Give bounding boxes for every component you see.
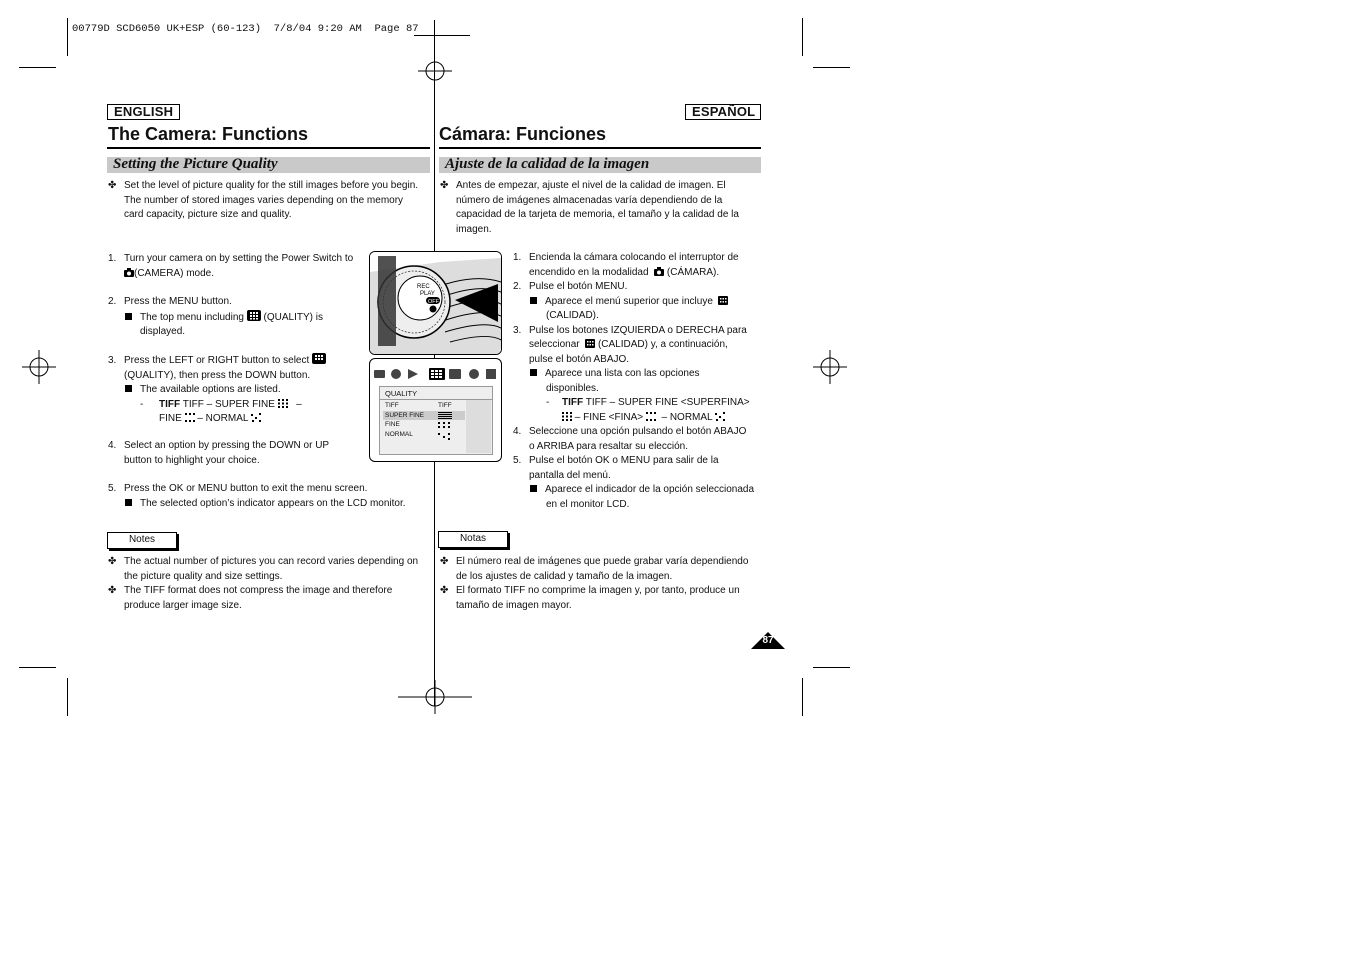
step-text: Seleccione una opción pulsando el botón ABAJO: [529, 426, 747, 437]
step-text: The selected option’s indicator appears on the LCD monitor.: [140, 497, 406, 509]
section-bar-english: [107, 157, 430, 173]
tiff-label: TIFF: [562, 397, 584, 408]
section-heading: Ajuste de la calidad de la imagen: [445, 156, 650, 172]
title-rule: [107, 147, 430, 149]
bullet-square-icon: [530, 369, 537, 376]
note-text: The actual number of pictures you can record varies depending on: [124, 556, 419, 567]
step-text: Press the OK or MENU button to exit the menu screen.: [124, 483, 368, 494]
section-heading: Setting the Picture Quality: [113, 156, 278, 172]
note-text: tamaño de imagen mayor.: [456, 599, 572, 611]
step-number: 2.: [108, 296, 117, 307]
menu-item[interactable]: [385, 431, 413, 438]
intro-line: Set the level of picture quality for the still images before you begin.: [124, 180, 419, 191]
step-text: Encienda la cámara colocando el interruptor de: [529, 252, 739, 263]
note-text: produce larger image size.: [124, 599, 242, 611]
menu-item-label: SUPER FINE: [385, 412, 425, 419]
super-fine-icon: [562, 412, 572, 421]
option-text: –: [296, 398, 302, 410]
bullet-cross-icon: ✤: [440, 585, 449, 596]
camera-dial-illustration: [369, 251, 502, 355]
bullet-cross-icon: ✤: [440, 180, 449, 191]
step-2-english: [108, 295, 323, 340]
intro-line: número de imágenes almacenadas varía dependiendo de la: [456, 194, 723, 206]
intro-line: card capacity, picture size and quality.: [124, 209, 292, 220]
intro-line: Antes de empezar, ajuste el nivel de la calidad de imagen. El: [456, 180, 726, 191]
crop-mark: [813, 67, 850, 68]
step-text: (CÁMARA).: [666, 266, 720, 278]
step-5-english: [108, 482, 406, 511]
title-rule: [439, 147, 761, 149]
step-number: 4.: [513, 426, 522, 437]
crop-mark: [802, 678, 803, 716]
intro-line: The number of stored images varies depending on the memory: [124, 194, 404, 206]
step-text: encendido en la modalidad: [529, 266, 649, 278]
option-text: – NORMAL: [661, 411, 713, 423]
notes-label-english: Notes: [107, 532, 177, 549]
fine-icon: [185, 413, 195, 422]
bullet-square-icon: [125, 499, 132, 506]
step-text: (CALIDAD) y, a continuación,: [597, 339, 728, 350]
step-text: Aparece el indicador de la opción seleccionada: [545, 484, 755, 495]
bullet-cross-icon: ✤: [108, 556, 117, 567]
dial-rec-label: REC: [417, 284, 430, 290]
step-text: displayed.: [140, 326, 186, 337]
super-fine-icon: [278, 399, 288, 408]
tiff-label: TIFF: [159, 398, 181, 410]
step-1-english: [108, 252, 353, 281]
quality-icon: [247, 310, 261, 321]
step-text: button to highlight your choice.: [124, 454, 260, 466]
step-text: (CAMERA) mode.: [134, 267, 215, 279]
step-number: 1.: [513, 252, 522, 263]
step-text: (CALIDAD).: [546, 310, 599, 321]
lcd-menu-illustration: [369, 358, 502, 462]
step-text: Press the MENU button.: [124, 296, 232, 307]
bullet-square-icon: [125, 313, 132, 320]
step-number: 5.: [513, 455, 522, 466]
step-text: Press the LEFT or RIGHT button to select: [124, 355, 310, 366]
step-text: pantalla del menú.: [529, 469, 611, 481]
crop-mark: [813, 667, 850, 668]
step-3-english: [108, 353, 326, 427]
step-text: seleccionar: [529, 339, 580, 350]
menu-item-label: NORMAL: [385, 431, 413, 438]
step-number: 3.: [513, 324, 522, 336]
section-bar-spanish: [439, 157, 761, 173]
step-text: (QUALITY), then press the DOWN button.: [124, 369, 311, 381]
option-text: – NORMAL: [197, 413, 249, 424]
intro-line: imagen.: [456, 223, 492, 235]
bullet-square-icon: [125, 385, 132, 392]
intro-english: [108, 179, 418, 223]
page-number: 87: [762, 635, 774, 646]
crop-mark: [19, 67, 56, 68]
option-text: TIFF – SUPER FINE <SUPERFINA>: [585, 397, 750, 408]
bullet-square-icon: [530, 485, 537, 492]
crop-mark: [67, 678, 68, 716]
intro-spanish: [440, 179, 739, 237]
note-text: El número real de imágenes que puede grabar varía dependiendo: [456, 556, 749, 567]
step-number: 4.: [108, 440, 117, 451]
dial-play-label: PLAY: [420, 291, 435, 297]
step-text: pulse el botón ABAJO.: [529, 353, 630, 365]
quality-icon: [718, 296, 728, 305]
step-text: Select an option by pressing the DOWN or UP: [124, 440, 330, 451]
registration-mark: [398, 680, 472, 714]
note-text: El formato TIFF no comprime la imagen y, por tanto, produce un: [456, 585, 740, 596]
language-label-english: ENGLISH: [107, 104, 180, 120]
registration-mark: [418, 54, 452, 88]
menu-item-label: TIFF: [385, 402, 399, 409]
intro-line: capacidad de la tarjeta de memoria, el tamaño y la calidad de la: [456, 209, 739, 220]
menu-header: QUALITY: [385, 389, 418, 398]
note-text: The TIFF format does not compress the image and therefore: [124, 585, 393, 596]
step-text: Turn your camera on by setting the Power Switch to: [124, 253, 354, 264]
quality-icon: [585, 339, 595, 348]
step-number: 5.: [108, 483, 117, 494]
page-title-english: The Camera: Functions: [108, 124, 309, 144]
camera-dial-drawing: [370, 252, 501, 354]
menu-icon-row: [374, 367, 498, 381]
option-text: – FINE <FINA>: [574, 411, 644, 423]
step-4-english: [108, 439, 329, 468]
step-text: Aparece el menú superior que incluye: [545, 295, 713, 307]
steps-spanish: [513, 251, 754, 512]
file-header-line: 00779D SCD6050 UK+ESP (60-123) 7/8/04 9:20 AM Page 87: [72, 23, 419, 35]
menu-item[interactable]: [385, 402, 399, 409]
crop-mark: [67, 18, 68, 56]
step-text: (QUALITY) is: [263, 311, 323, 323]
step-number: 1.: [108, 253, 117, 264]
step-text: Aparece una lista con las opciones: [545, 368, 700, 379]
menu-item-label: FINE: [385, 421, 400, 428]
registration-mark: [813, 350, 847, 384]
registration-mark: [22, 350, 56, 384]
fine-icon: [646, 412, 656, 421]
notes-label-spanish: Notas: [438, 531, 508, 548]
notes-spanish: [440, 555, 748, 613]
bullet-cross-icon: ✤: [108, 180, 117, 191]
menu-quality-icons: [438, 411, 454, 441]
step-text: The top menu including: [140, 311, 244, 323]
step-text: o ARRIBA para resaltar su elección.: [529, 440, 688, 452]
bullet-cross-icon: ✤: [108, 585, 117, 596]
step-text: Pulse el botón OK o MENU para salir de la: [529, 455, 719, 466]
step-text: en el monitor LCD.: [546, 498, 630, 510]
menu-item[interactable]: [385, 421, 400, 428]
dial-off-label: OFF: [428, 299, 439, 305]
note-text: de los ajustes de calidad y tamaño de la imagen.: [456, 570, 673, 582]
step-text: Pulse el botón MENU.: [529, 281, 628, 292]
option-dash: -: [140, 398, 144, 410]
option-dash: -: [546, 397, 550, 408]
step-number: 3.: [108, 355, 117, 366]
camera-icon: [124, 268, 134, 277]
option-text: TIFF – SUPER FINE: [182, 398, 275, 410]
option-text: FINE: [159, 413, 182, 424]
camera-icon: [654, 267, 664, 276]
quality-icon: [312, 353, 326, 364]
step-number: 2.: [513, 281, 522, 292]
menu-panel: [379, 386, 493, 455]
notes-english: [108, 555, 418, 613]
normal-icon: [715, 412, 725, 421]
page-title-spanish: Cámara: Funciones: [439, 124, 607, 144]
bullet-cross-icon: ✤: [440, 556, 449, 567]
language-label-spanish: ESPAÑOL: [685, 104, 761, 120]
crop-mark: [19, 667, 56, 668]
menu-scroll-column: [466, 400, 491, 453]
step-text: Pulse los botones IZQUIERDA o DERECHA para: [529, 324, 747, 336]
note-text: the picture quality and size settings.: [124, 570, 283, 582]
step-text: The available options are listed.: [140, 384, 281, 395]
menu-item-value: TIFF: [438, 402, 452, 409]
crop-mark: [802, 18, 803, 56]
header-underline: [414, 35, 470, 36]
step-text: disponibles.: [546, 382, 599, 394]
bullet-square-icon: [530, 297, 537, 304]
normal-icon: [251, 413, 261, 422]
